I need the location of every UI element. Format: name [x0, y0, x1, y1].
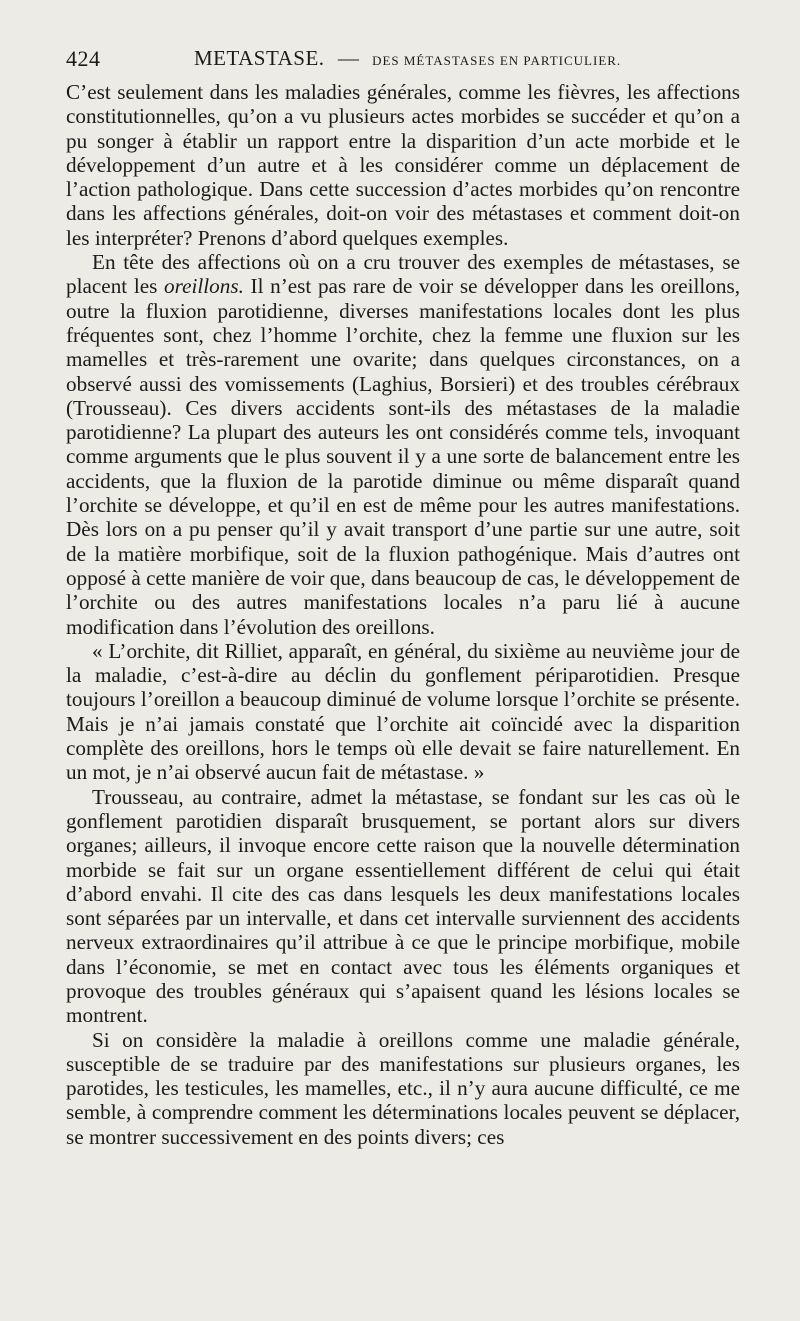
paragraph-2-text-end: Il n’est pas rare de voir se développer dans les oreillons, outre la fluxion parotidienne, diverses manifestations locales dont les plus fréquentes sont, chez l’homme l’orchite, chez la femme une fluxion sur les mamelles et très-rarement une ovarite; dans quelques circonstances, on a observé aussi des vomissements (Laghius, Borsieri) et des troubles cérébraux (Trousseau). Ces divers accidents sont-ils des métastases de la maladie parotidienne? La plupart des auteurs les ont considérés comme tels, invoquant comme arguments que le plus souvent il y a une sorte de balancement entre les accidents, que la fluxion de la parotide diminue ou même disparaît quand l’orchite se développe, et qu’il en est de même pour les autres manifestations. Dès lors on a pu penser qu’il y avait transport d’une partie sur une autre, soit de la matière morbifique, soit de la fluxion pathogénique. Mais d’autres ont opposé à cette manière de voir que, dans beaucoup de cas, le développement de l’orchite ou des autres manifestations locales n’a paru lié à aucune modification dans l’évolution des oreillons.	[66, 274, 740, 639]
paragraph-3-quote	[66, 639, 740, 785]
body-text	[66, 80, 740, 1149]
paragraph-4	[66, 785, 740, 1028]
paragraph-5	[66, 1028, 740, 1149]
page-header	[66, 44, 740, 80]
paragraph-1-text: C’est seulement dans les maladies générales, comme les fièvres, les affections constitutionnelles, qu’on a vu plusieurs actes morbides se succéder et qu’on a pu songer à établir un rapport entre la disparition d’un acte morbide et le développement d’un autre et à les considérer comme un déplacement de l’action pathologique. Dans cette succession d’actes morbides qu’on rencontre dans les affections générales, doit-on voir des métastases et comment doit-on les interpréter? Prenons d’abord quelques exemples.	[66, 80, 740, 250]
page-number: 424	[66, 46, 101, 71]
paragraph-5-text: Si on considère la maladie à oreillons comme une maladie générale, susceptible de se traduire par des manifestations sur plusieurs organes, les parotides, les testicules, les mamelles, etc., il n’y aura aucune difficulté, ce me semble, à comprendre comment les déterminations locales peuvent se déplacer, se montrer successivement en des points divers; ces	[66, 1027, 740, 1149]
running-section: DES MÉTASTASES EN PARTICULIER.	[372, 53, 622, 68]
paragraph-1	[66, 80, 740, 250]
paragraph-2-text-start: En tête des affections où on a cru trouver des exemples de métastases, se placent les	[66, 250, 740, 299]
running-title: METASTASE.	[194, 46, 325, 70]
paragraph-4-text: Trousseau, au contraire, admet la métastase, se fondant sur les cas où le gonflement parotidien disparaît brusquement, se portant alors sur divers organes; ailleurs, il invoque encore cette raison que la nouvelle détermination morbide se fait sur un organe essentiellement différent de celui qui était d’abord envahi. Il cite des cas dans lesquels les deux manifestations locales sont séparées par un intervalle, et dans cet intervalle surviennent des accidents nerveux extraordinaires qu’il attribue à ce que le principe morbifique, mobile dans l’économie, se met en contact avec tous les éléments organiques et provoque des troubles généraux qui s’apaisent quand les lésions locales se montrent.	[66, 784, 740, 1028]
running-head-dash: —	[337, 46, 359, 70]
emphasis-oreillons: oreillons.	[164, 274, 244, 299]
paragraph-3-text: « L’orchite, dit Rilliet, apparaît, en général, du sixième au neuvième jour de la maladie, c’est-à-dire au déclin du gonflement périparotidien. Presque toujours l’oreillon a beaucoup diminué de volume lorsque l’orchite se présente. Mais je n’ai jamais constaté que l’orchite ait coïncidé avec la disparition complète des oreillons, hors le temps où elle devait se faire naturellement. En un mot, je n’ai observé aucun fait de métastase. »	[66, 638, 740, 785]
paragraph-2	[66, 250, 740, 639]
running-head	[194, 46, 621, 71]
